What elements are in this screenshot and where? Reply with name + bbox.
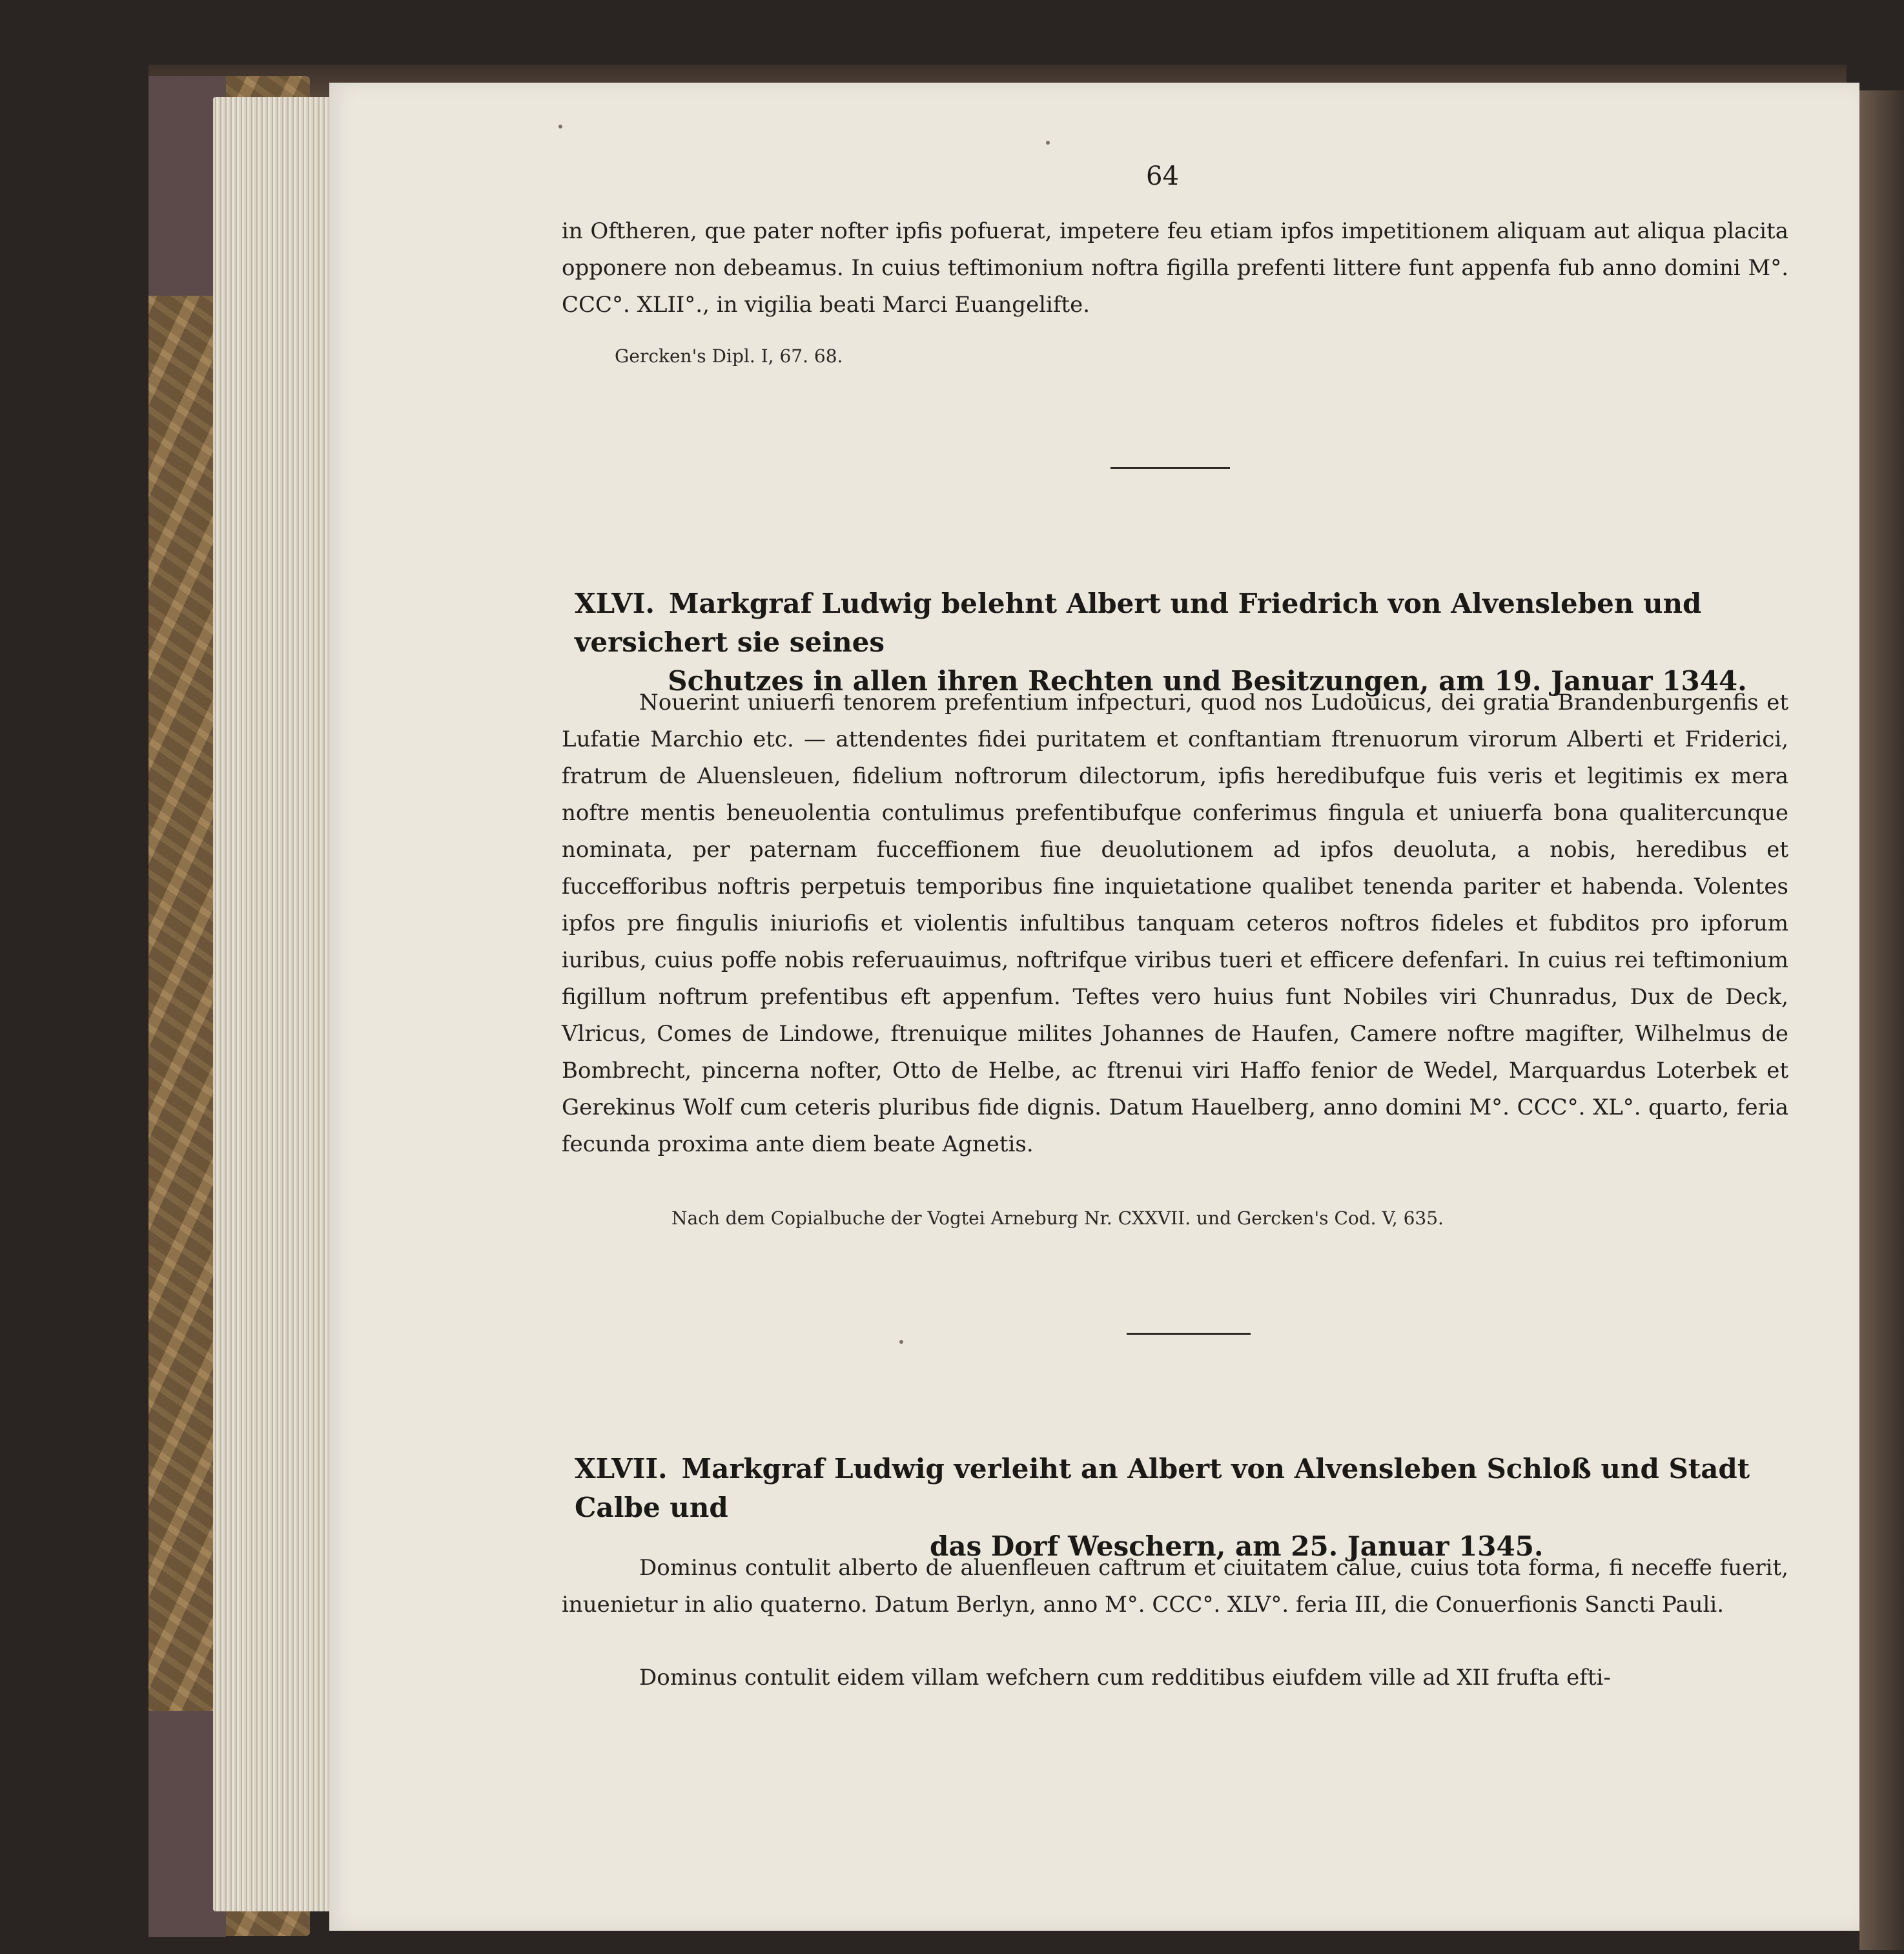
top-paragraph: in Oftheren, que pater nofter ipfis pofuerat, impetere feu etiam ipfos impetitionem aliquam aut aliqua placita opponere non debeamus. In cuius teftimonium noftra figilla prefenti littere funt appenfa fub anno domini M°. CCC°. XLII°., in vigilia beati Marci Euangelifte. [562, 218, 1788, 318]
section-title-line1: Markgraf Ludwig belehnt Albert und Friedrich von Alvensleben und versichert sie seines [575, 588, 1702, 658]
book-spine-right [1859, 90, 1904, 1950]
page-edges [213, 97, 342, 1911]
section-divider-2 [1127, 1333, 1251, 1335]
paper-speck [899, 1340, 903, 1344]
section-heading-xlvii [575, 1450, 1788, 1566]
section-body-xlvi: Nouerint uniuerfi tenorem prefentium infpecturi, quod nos Ludouicus, dei gratia Brandenburgenfis et Lufatie Marchio etc. — attendentes fidei puritatem et conftantiam ftrenuorum virorum Alberti et Friderici, fratrum de Aluensleuen, fidelium noftrorum dilectorum, ipfis heredibufque fuis veris et legitimis ex mera noftre mentis beneuolentia contulimus prefentibufque conferimus fingula et uniuerfa bona qualitercunque nominata, per paternam fucceffionem fiue deuolutionem ad ipfos deuoluta, a nobis, heredibus et fuccefforibus noftris perpetuis temporibus fine inquietatione qualibet tenenda pariter et habenda. Volentes ipfos pre fingulis iniuriofis et violentis infultibus tanquam ceteros noftros fideles et fubditos pro ipforum iuribus, cuius poffe nobis referuauimus, noftrifque viribus tueri et efficere defenfari. In cuius rei teftimonium figillum noftrum prefentibus eft appenfum. Teftes vero huius funt Nobiles viri Chunradus, Dux de Deck, Vlricus, Comes de Lindowe, ftrenuique milites Johannes de Haufen, Camere noftre magifter, Wilhelmus de Bombrecht, pincerna nofter, Otto de Helbe, ac ftrenui viri Haffo fenior de Wedel, Marquardus Loterbek et Gerekinus Wolf cum ceteris pluribus fide dignis. Datum Hauelberg, anno domini M°. CCC°. XL°. quarto, feria fecunda proxima ante diem beate Agnetis. [562, 690, 1788, 1157]
top-source: Gercken's Dipl. I, 67. 68. [615, 345, 843, 367]
section-divider-1 [1111, 467, 1230, 469]
section-number: XLVI. [575, 588, 655, 619]
paper-speck [1046, 141, 1050, 145]
section-title-line2: das Dorf Weschern, am 25. Januar 1345. [930, 1530, 1544, 1562]
section-source-xlvi: Nach dem Copialbuche der Vogtei Arneburg Nr. CXXVII. und Gercken's Cod. V, 635. [671, 1208, 1444, 1229]
section-number: XLVII. [575, 1453, 668, 1485]
section-title-line2: Schutzes in allen ihren Rechten und Besitzungen, am 19. Januar 1344. [668, 665, 1747, 697]
paper-speck [558, 125, 562, 129]
section-title-line1: Markgraf Ludwig verleiht an Albert von Alvensleben Schloß und Stadt Calbe und [575, 1453, 1750, 1523]
section-body-xlvii-2: Dominus contulit eidem villam wefchern cum redditibus eiufdem ville ad XII frufta efti- [639, 1665, 1611, 1691]
page-number: 64 [1146, 161, 1179, 191]
section-heading-xlvi [575, 584, 1788, 701]
section-body-xlvii-1: Dominus contulit alberto de aluenfleuen caftrum et ciuitatem calue, cuius tota forma, fi neceffe fuerit, inuenietur in alio quaterno. Datum Berlyn, anno M°. CCC°. XLV°. feria III, die Conuerfionis Sancti Pauli. [562, 1555, 1788, 1618]
